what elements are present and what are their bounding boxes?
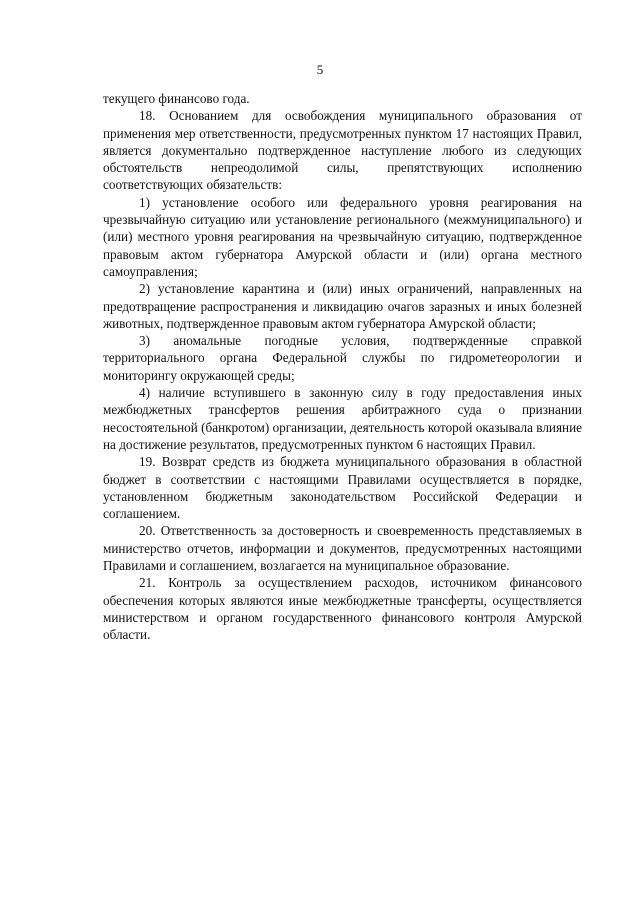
paragraph-18-item-4: 4) наличие вступившего в законную силу в году предоставления иных межбюджетных трансфертов решения арбитражного суда о признании несостоятельной (банкротом) организации, деятельность которой оказывала влияние на достижение результатов, предусмотренных пунктом 6 настоящих Правил. [103, 385, 582, 452]
document-body [103, 90, 582, 644]
paragraph-18-item-3: 3) аномальные погодные условия, подтвержденные справкой территориального органа Федеральной службы по гидрометеорологии и мониторингу окружающей среды; [103, 333, 582, 383]
paragraph-21: 21. Контроль за осуществлением расходов, источником финансового обеспечения которых являются иные межбюджетные трансферты, осуществляется министерством и органом государственного финансового контроля Амурской области. [103, 575, 582, 643]
paragraph-continuation: текущего финансово года. [103, 91, 250, 106]
paragraph-18-item-2: 2) установление карантина и (или) иных ограничений, направленных на предотвращение распространения и ликвидацию очагов заразных и иных болезней животных, подтвержденное правовым актом губернатора Амурской области; [103, 281, 582, 331]
paragraph-19: 19. Возврат средств из бюджета муниципального образования в областной бюджет в соответствии с настоящими Правилами осуществляется в порядке, установленном бюджетным законодательством Российской Федерации и соглашением. [103, 454, 582, 522]
paragraph-20: 20. Ответственность за достоверность и своевременность представляемых в министерство отчетов, информации и документов, предусмотренных настоящими Правилами и соглашением, возлагается на муниципальное образование. [103, 523, 582, 574]
paragraph-18-item-1: 1) установление особого или федерального уровня реагирования на чрезвычайную ситуацию или установление регионального (межмуниципального) и (или) местного уровня реагирования на чрезвычайную ситуацию, подтвержденное правовым актом губернатора Амурской области и (или) органа местного самоуправления; [103, 194, 582, 279]
paragraph-18: 18. Основанием для освобождения муниципального образования от применения мер ответственности, предусмотренных пунктом 17 настоящих Правил, является документально подтвержденное наступление любого из следующих обстоятельств непреодолимой силы, препятствующих исполнению соответствующих обязательств: [103, 108, 582, 193]
page-number: 5 [316, 62, 324, 77]
